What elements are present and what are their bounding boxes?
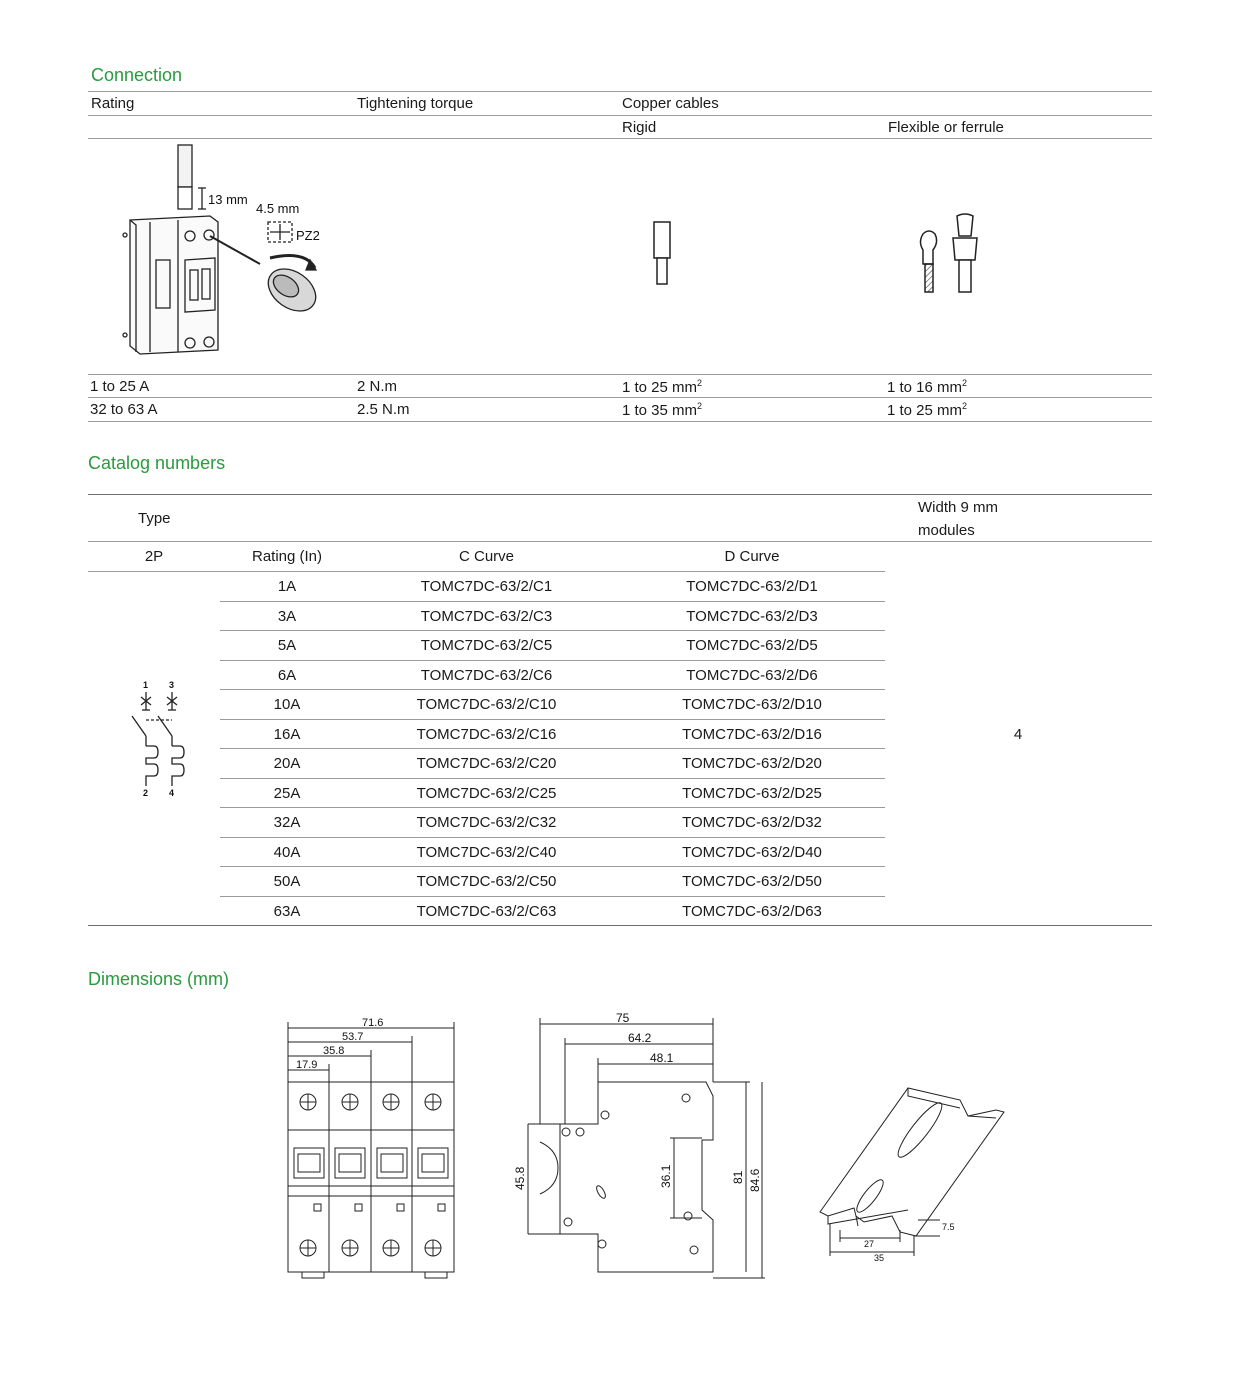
catalog-c-curve-cell: TOMC7DC-63/2/C1 (420, 578, 553, 595)
table-row-divider (220, 719, 885, 720)
divider (88, 571, 885, 572)
table-row-divider (220, 689, 885, 690)
conn-row-1-flexible: 1 to 16 $mm^2$ (887, 378, 968, 396)
catalog-d-curve-cell: TOMC7DC-63/2/D3 (686, 607, 818, 625)
strip-length-label: 13 mm (208, 192, 248, 207)
tip-size-label: 4.5 mm (256, 201, 300, 216)
table-row-divider (220, 601, 885, 602)
catalog-rating-cell: 10A (273, 696, 301, 713)
dim-35-8: 35.8 (323, 1045, 345, 1057)
rail-dim-7-5: 7.5 (942, 1222, 955, 1232)
catalog-rating-cell: 16A (273, 725, 301, 743)
dim-48-1: 48.1 (650, 1051, 674, 1065)
header-copper-cables: Copper cables (622, 95, 719, 112)
catalog-c-curve-cell: TOMC7DC-63/2/C3 (420, 607, 553, 625)
catalog-title: Catalog numbers (88, 453, 226, 473)
divider (88, 374, 1152, 375)
table-row-divider (220, 660, 885, 661)
header-flexible: Flexible or ferrule (888, 119, 1004, 136)
catalog-rating-cell: 32A (273, 814, 301, 831)
rigid-cable-icon (650, 218, 676, 290)
catalog-d-curve-cell: TOMC7DC-63/2/D6 (686, 666, 818, 684)
conn-row-2-rating: 32 to 63 A (90, 401, 158, 418)
catalog-d-curve-cell: TOMC7DC-63/2/D50 (682, 873, 822, 890)
catalog-rating-cell: 5A (277, 637, 297, 654)
dimensions-title: Dimensions (mm) (88, 969, 230, 989)
dim-36-1: 36.1 (659, 1164, 673, 1188)
header-poles: 2P (144, 548, 164, 565)
catalog-d-curve-cell: TOMC7DC-63/2/D32 (682, 814, 822, 831)
dim-53-7: 53.7 (342, 1031, 364, 1043)
divider (88, 541, 1152, 542)
terminal-3: 3 (169, 680, 175, 690)
dim-84-6: 84.6 (748, 1168, 762, 1192)
dim-45-8: 45.8 (513, 1166, 527, 1190)
table-row-divider (220, 837, 885, 838)
din-rail-dimension-drawing (810, 1080, 1010, 1270)
catalog-c-curve-cell: TOMC7DC-63/2/C6 (420, 666, 553, 684)
catalog-d-curve-cell: TOMC7DC-63/2/D63 (682, 902, 822, 920)
catalog-rating-cell: 40A (273, 843, 301, 861)
terminal-4: 4 (169, 788, 175, 798)
terminal-2: 2 (143, 788, 149, 798)
dim-17-9: 17.9 (296, 1059, 318, 1071)
conn-row-1-torque: 2 N.m (357, 378, 398, 395)
table-row-divider (220, 807, 885, 808)
rail-dim-35: 35 (874, 1253, 885, 1263)
flexible-ferrule-icon (915, 208, 985, 300)
catalog-rating-cell: 50A (273, 873, 301, 890)
catalog-c-curve-cell: TOMC7DC-63/2/C32 (416, 814, 557, 831)
header-rating: Rating (91, 95, 135, 112)
table-row-divider (220, 866, 885, 867)
conn-row-2-torque: 2.5 N.m (357, 401, 410, 418)
connection-title: Connection (91, 65, 183, 85)
header-torque: Tightening torque (357, 95, 474, 112)
catalog-rating-cell: 6A (277, 666, 297, 684)
catalog-rating-cell: 63A (273, 902, 301, 920)
table-row-divider (220, 748, 885, 749)
modules-value: 4 (1013, 726, 1023, 743)
catalog-c-curve-cell: TOMC7DC-63/2/C40 (416, 843, 557, 861)
catalog-rating-cell: 25A (273, 784, 301, 802)
divider (88, 91, 1152, 92)
header-rigid: Rigid (622, 119, 657, 136)
conn-row-1-rigid: 1 to 25 $mm^2$ (622, 378, 703, 396)
rail-dim-27: 27 (864, 1239, 875, 1249)
catalog-d-curve-cell: TOMC7DC-63/2/D1 (686, 578, 818, 595)
catalog-d-curve-cell: TOMC7DC-63/2/D16 (682, 725, 822, 743)
divider (88, 421, 1152, 422)
table-row-divider (220, 896, 885, 897)
divider (88, 925, 1152, 926)
header-width-line2: modules (918, 522, 975, 539)
dim-75: 75 (616, 1011, 630, 1025)
side-view-dimension-drawing (510, 1010, 780, 1285)
dim-64-2: 64.2 (628, 1031, 652, 1045)
header-width-line1: Width 9 mm (918, 499, 999, 516)
front-view-dimension-drawing (280, 1010, 470, 1285)
divider (88, 115, 1152, 116)
two-pole-wiring-symbol (128, 676, 192, 800)
dim-71-6: 71.6 (362, 1017, 384, 1029)
header-d-curve: D Curve (724, 548, 780, 565)
header-rating-in: Rating (In) (251, 548, 323, 565)
terminal-1: 1 (143, 680, 149, 690)
catalog-c-curve-cell: TOMC7DC-63/2/C10 (416, 696, 557, 713)
table-row-divider (220, 778, 885, 779)
catalog-d-curve-cell: TOMC7DC-63/2/D40 (682, 843, 822, 861)
catalog-d-curve-cell: TOMC7DC-63/2/D20 (682, 755, 822, 772)
conn-row-1-rating: 1 to 25 A (90, 378, 150, 395)
conn-row-2-rigid: 1 to 35 $mm^2$ (622, 401, 703, 419)
catalog-c-curve-cell: TOMC7DC-63/2/C16 (416, 725, 557, 743)
catalog-rating-cell: 1A (277, 578, 297, 595)
header-c-curve: C Curve (458, 548, 514, 565)
screw-type-label: PZ2 (296, 228, 320, 243)
catalog-c-curve-cell: TOMC7DC-63/2/C25 (416, 784, 557, 802)
divider (88, 397, 1152, 398)
catalog-rating-cell: 3A (277, 607, 297, 625)
catalog-d-curve-cell: TOMC7DC-63/2/D25 (682, 784, 822, 802)
catalog-c-curve-cell: TOMC7DC-63/2/C20 (416, 755, 557, 772)
divider (88, 138, 1152, 139)
table-row-divider (220, 630, 885, 631)
divider (88, 494, 1152, 495)
catalog-c-curve-cell: TOMC7DC-63/2/C5 (420, 637, 553, 654)
header-type: Type (138, 510, 171, 527)
conn-row-2-flexible: 1 to 25 $mm^2$ (887, 401, 968, 419)
catalog-d-curve-cell: TOMC7DC-63/2/D10 (682, 696, 822, 713)
breaker-installation-illustration (110, 140, 350, 370)
catalog-c-curve-cell: TOMC7DC-63/2/C50 (416, 873, 557, 890)
dim-81: 81 (731, 1170, 745, 1184)
catalog-rating-cell: 20A (273, 755, 301, 772)
catalog-c-curve-cell: TOMC7DC-63/2/C63 (416, 902, 557, 920)
catalog-d-curve-cell: TOMC7DC-63/2/D5 (686, 637, 818, 654)
